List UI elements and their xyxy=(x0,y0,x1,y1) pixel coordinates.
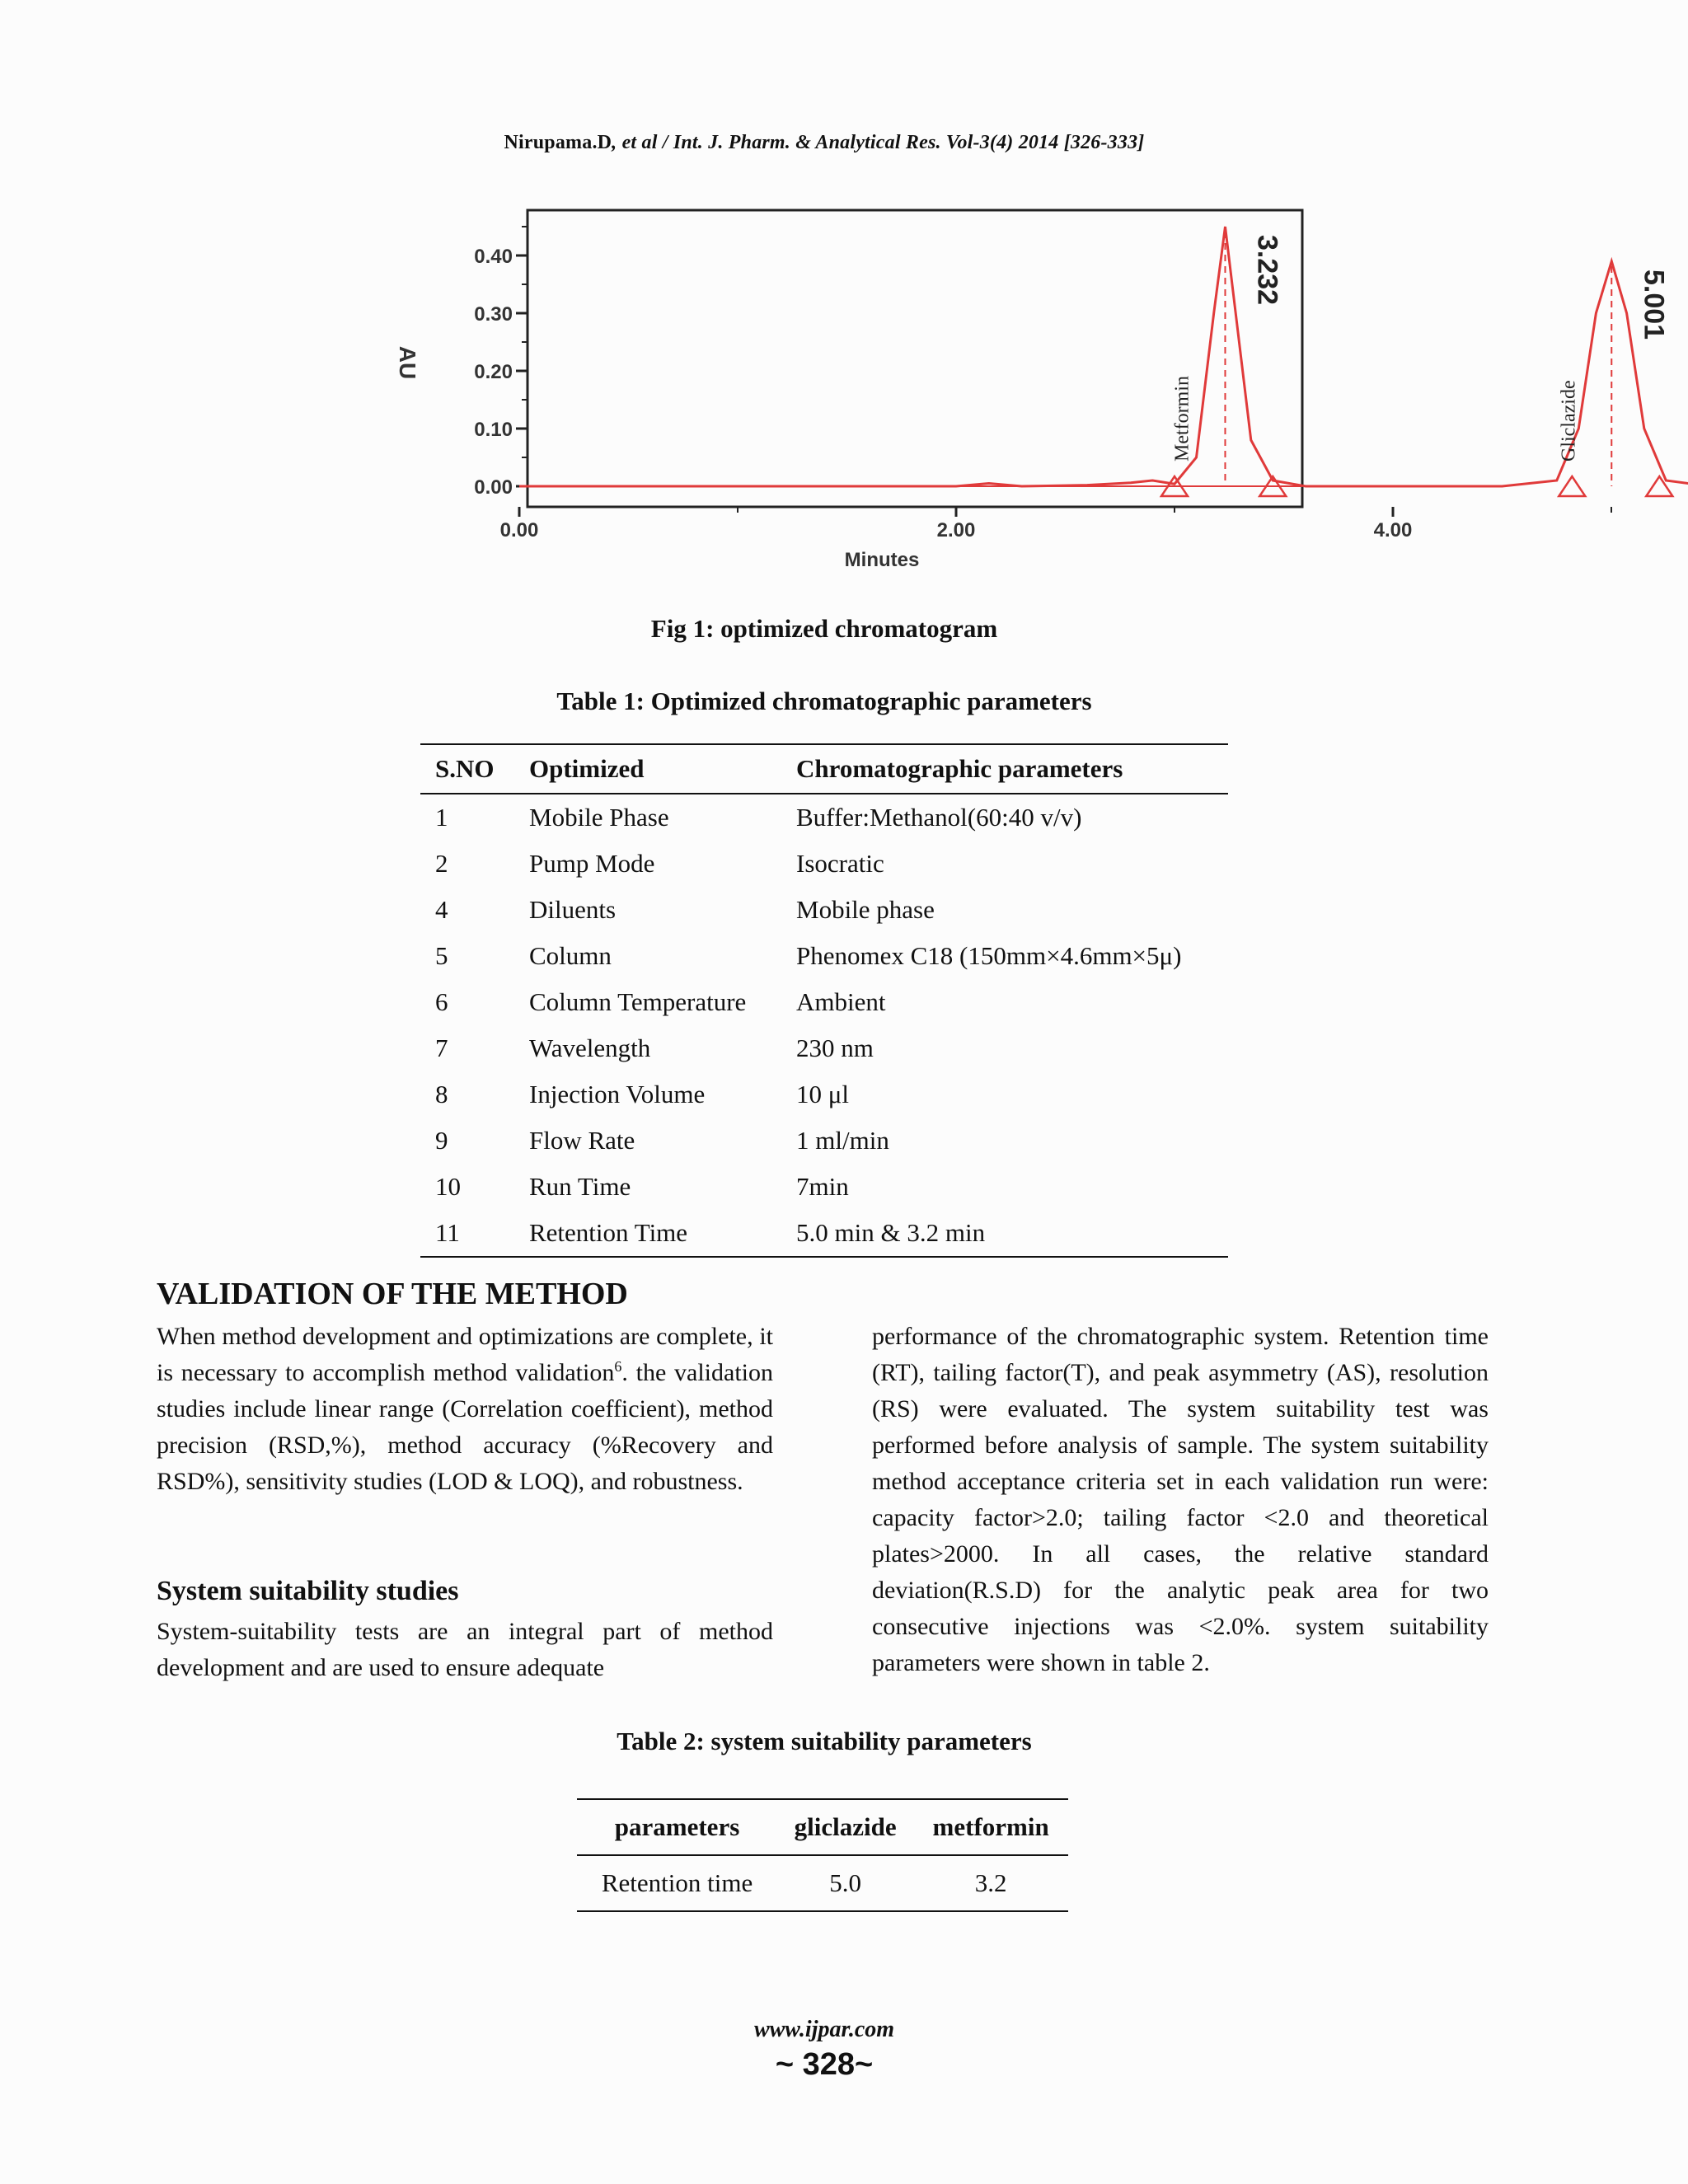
table1-cell-value: 1 ml/min xyxy=(796,1126,889,1155)
x-tick-label: 4.00 xyxy=(1373,519,1413,541)
header-citation: , et al / Int. J. Pharm. & Analytical Res. Vol-3(4) 2014 [326-333] xyxy=(612,132,1145,153)
table1 xyxy=(420,743,1228,1258)
table2-caption: Table 2: system suitability parameters xyxy=(617,1727,1032,1755)
subsection-heading: System suitability studies xyxy=(157,1576,459,1606)
table-row xyxy=(420,979,1228,1025)
integration-marker xyxy=(1559,476,1585,496)
table1-cell-sno: 6 xyxy=(435,987,448,1016)
paragraph-validation-text-b: . the validation studies include linear range (Correlation coefficient), method precision (RSD,%), method accuracy (%Recovery and RSD%), sensitivity studies (LOD & LOQ), and robustness. xyxy=(157,1359,774,1495)
table-row xyxy=(420,1071,1228,1118)
peak-retention-label: 5.001 xyxy=(1638,269,1670,340)
table1-cell-sno: 9 xyxy=(435,1126,448,1155)
figure-caption: Fig 1: optimized chromatogram xyxy=(650,614,998,643)
table-row xyxy=(420,841,1228,887)
table1-cell-sno: 10 xyxy=(435,1172,461,1201)
table1-cell-value: Buffer:Methanol(60:40 v/v) xyxy=(796,803,1082,832)
y-tick-label: 0.30 xyxy=(474,303,513,326)
table-row xyxy=(420,1025,1228,1071)
table2-cell-parameter: Retention time xyxy=(577,1855,777,1911)
table1-cell-value: Ambient xyxy=(796,987,886,1016)
table1-cell-optimized: Mobile Phase xyxy=(529,803,669,832)
table1-header-sno: S.NO xyxy=(420,744,514,794)
table-row xyxy=(577,1855,1068,1911)
paragraph-validation-text-a: When method development and optimizations are complete, it is necessary to accomplish method validation xyxy=(157,1323,773,1386)
table2-header-row xyxy=(577,1799,1068,1855)
x-tick-label: 2.00 xyxy=(936,519,976,541)
section-heading: VALIDATION OF THE METHOD xyxy=(157,1277,628,1311)
table-row xyxy=(420,1164,1228,1210)
paragraph-system-suitability-cont: performance of the chromatographic system. Retention time (RT), tailing factor(T), and peak asymmetry (AS), resolution (RS) were evaluated. The system suitability test was performed before analysis of sample. The system suitability method acceptance criteria set in each validation run were: capacity factor>2.0; tailing factor <2.0 and theoretical plates>2000. In all cases, the relative standard deviation(R.S.D) for the analytic peak area for two consecutive injections was <2.0%. system suitability parameters were shown in table 2. xyxy=(872,1323,1489,1676)
table-row xyxy=(420,887,1228,933)
table1-cell-optimized: Column xyxy=(529,941,612,970)
y-axis-label: AU xyxy=(395,345,420,380)
y-tick-label: 0.00 xyxy=(474,476,513,499)
table1-cell-optimized: Column Temperature xyxy=(529,987,747,1016)
table2 xyxy=(577,1798,1068,1912)
table1-cell-value: 5.0 min & 3.2 min xyxy=(781,1210,1228,1257)
paragraph-validation xyxy=(157,1319,773,1500)
integration-marker xyxy=(1646,476,1672,496)
table1-header-row xyxy=(420,744,1228,794)
y-tick-label: 0.20 xyxy=(474,361,513,383)
y-tick-label: 0.40 xyxy=(474,246,513,268)
table1-cell-sno: 11 xyxy=(420,1210,514,1257)
table1-cell-optimized: Wavelength xyxy=(529,1033,651,1062)
chromatogram-chart xyxy=(363,198,1670,585)
table1-cell-value: Phenomex C18 (150mm×4.6mm×5μ) xyxy=(796,941,1182,970)
table-row xyxy=(420,1210,1228,1257)
table-row xyxy=(420,794,1228,841)
table1-cell-sno: 2 xyxy=(435,849,448,878)
table2-header-parameters: parameters xyxy=(577,1799,777,1855)
table1-cell-value: Mobile phase xyxy=(796,895,935,924)
header-author: Nirupama.D xyxy=(504,132,612,153)
table1-cell-sno: 8 xyxy=(435,1080,448,1108)
citation-superscript: 6 xyxy=(614,1358,622,1375)
footer-url: www.ijpar.com xyxy=(753,2017,895,2042)
table2-header-gliclazide: gliclazide xyxy=(777,1799,913,1855)
chromatogram-trace xyxy=(519,227,1688,486)
table1-cell-sno: 4 xyxy=(435,895,448,924)
table-row xyxy=(420,1118,1228,1164)
y-tick-label: 0.10 xyxy=(474,419,513,441)
table1-header-optimized: Optimized xyxy=(514,744,781,794)
peak-retention-label: 3.232 xyxy=(1251,235,1283,306)
plot-frame xyxy=(528,210,1302,507)
table1-cell-value: 7min xyxy=(796,1172,849,1201)
table1-cell-value: 230 nm xyxy=(796,1033,874,1062)
running-head xyxy=(0,132,1648,154)
paragraph-system-suitability: System-suitability tests are an integral part of method development and are used to ensure adequate xyxy=(157,1618,773,1681)
table1-cell-optimized: Pump Mode xyxy=(529,849,655,878)
table1-cell-value: Isocratic xyxy=(796,849,884,878)
table1-cell-optimized: Retention Time xyxy=(514,1210,781,1257)
table1-cell-sno: 7 xyxy=(435,1033,448,1062)
table1-caption: Table 1: Optimized chromatographic parameters xyxy=(556,687,1092,715)
table1-cell-optimized: Flow Rate xyxy=(529,1126,635,1155)
peak-name-label: Gliclazide xyxy=(1558,380,1580,462)
table1-cell-value: 10 μl xyxy=(796,1080,849,1108)
peak-name-label: Metformin xyxy=(1171,376,1193,462)
x-axis-label: Minutes xyxy=(844,549,920,571)
table-row xyxy=(420,933,1228,979)
table1-cell-optimized: Diluents xyxy=(529,895,617,924)
table1-cell-optimized: Run Time xyxy=(529,1172,631,1201)
page-number: ~ 328~ xyxy=(775,2047,874,2082)
x-tick-label: 0.00 xyxy=(499,519,539,541)
table1-cell-sno: 1 xyxy=(435,803,448,832)
table1-header-parameters: Chromatographic parameters xyxy=(781,744,1228,794)
table1-cell-optimized: Injection Volume xyxy=(529,1080,706,1108)
table2-cell-metformin: 3.2 xyxy=(913,1855,1068,1911)
table2-header-metformin: metformin xyxy=(913,1799,1068,1855)
table1-cell-sno: 5 xyxy=(435,941,448,970)
table2-cell-gliclazide: 5.0 xyxy=(777,1855,913,1911)
